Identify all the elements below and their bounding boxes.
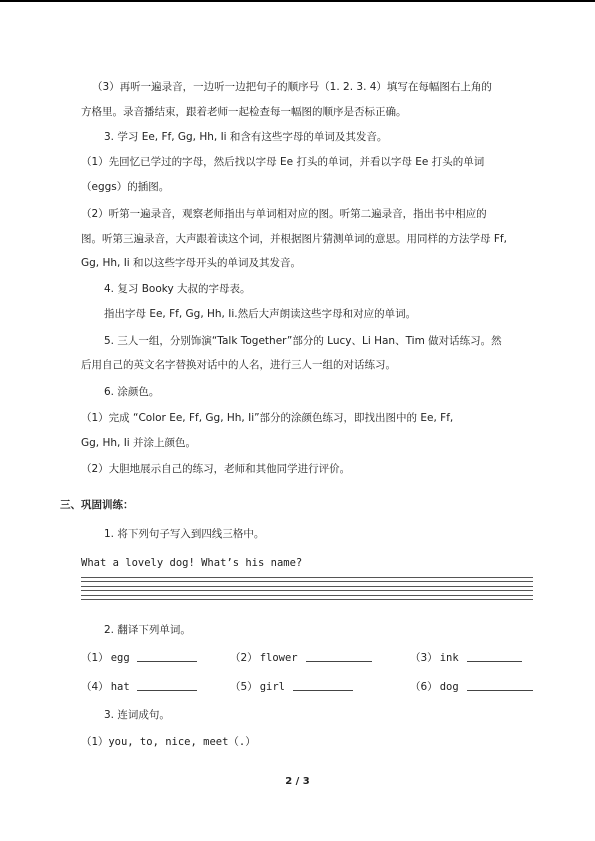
paragraph-line: 后用自己的英文名字替换对话中的人名，进行三人一组的对话练习。 [81, 359, 396, 371]
top-border [0, 0, 595, 2]
answer-blank[interactable] [137, 680, 197, 691]
grid-line [81, 595, 533, 596]
four-line-grid[interactable] [81, 577, 533, 603]
grid-line [81, 599, 533, 600]
answer-blank[interactable] [293, 680, 353, 691]
paragraph-line: （3）再听一遍录音，一边听一边把句子的顺序号（1. 2. 3. 4）填写在每幅图右上角的 [92, 81, 492, 93]
answer-blank[interactable] [467, 651, 522, 662]
translate-item: （6） dog [410, 681, 459, 693]
paragraph-line: 图。听第三遍录音，大声跟着读这个词，并根据图片猜测单词的意思。用同样的方法学母 Ff, [81, 233, 507, 245]
question-1-sentence: What a lovely dog! What’s his name? [81, 557, 303, 569]
step-heading: 6. 涂颜色。 [104, 386, 160, 398]
translate-item: （3） ink [410, 652, 459, 664]
answer-blank[interactable] [467, 680, 533, 691]
paragraph-line: （2）听第一遍录音，观察老师指出与单词相对应的图。听第二遍录音，指出书中相应的 [81, 208, 487, 220]
paragraph-line: （eggs）的插图。 [81, 181, 170, 193]
paragraph-line: 方格里。录音播结束，跟着老师一起检查每一幅图的顺序是否标正确。 [81, 106, 407, 118]
paragraph-line: Gg, Hh, Ii 和以这些字母开头的单词及其发音。 [81, 257, 302, 269]
paragraph-line: Gg, Hh, Ii 并涂上颜色。 [81, 437, 197, 449]
answer-blank[interactable] [306, 651, 372, 662]
step-heading: 5. 三人一组，分别饰演“Talk Together”部分的 Lucy、Li Han、Tim 做对话练习。然 [104, 335, 502, 347]
translate-item: （1） egg [81, 652, 130, 664]
section-heading: 三、巩固训练： [60, 499, 134, 511]
translate-item: （2） flower [230, 652, 298, 664]
grid-line [81, 590, 533, 591]
grid-line [81, 586, 533, 587]
step-heading: 4. 复习 Booky 大叔的字母表。 [104, 283, 251, 295]
paragraph-line: （1）先回忆已学过的字母，然后找以字母 Ee 打头的单词，并看以字母 Ee 打头的单词 [81, 156, 485, 168]
page-number: 2 / 3 [285, 776, 310, 787]
translate-item: （4） hat [81, 681, 130, 693]
paragraph-line: （1）完成 “Color Ee, Ff, Gg, Hh, Ii”部分的涂颜色练习，即找出图中的 Ee, Ff, [81, 412, 454, 424]
translate-item: （5） girl [230, 681, 285, 693]
answer-blank[interactable] [137, 651, 197, 662]
grid-line [81, 577, 533, 578]
paragraph-line: 指出字母 Ee, Ff, Gg, Hh, Ii.然后大声朗读这些字母和对应的单词。 [104, 308, 417, 320]
question-2-title: 2. 翻译下列单词。 [104, 624, 191, 636]
question-3-title: 3. 连词成句。 [104, 709, 170, 721]
question-3-item: （1）you, to, nice, meet（.） [81, 736, 256, 748]
paragraph-line: （2）大胆地展示自己的练习，老师和其他同学进行评价。 [81, 463, 351, 475]
question-1-title: 1. 将下列句子写入到四线三格中。 [104, 528, 265, 540]
grid-line [81, 581, 533, 582]
step-heading: 3. 学习 Ee, Ff, Gg, Hh, Ii 和含有这些字母的单词及其发音。 [104, 131, 388, 143]
